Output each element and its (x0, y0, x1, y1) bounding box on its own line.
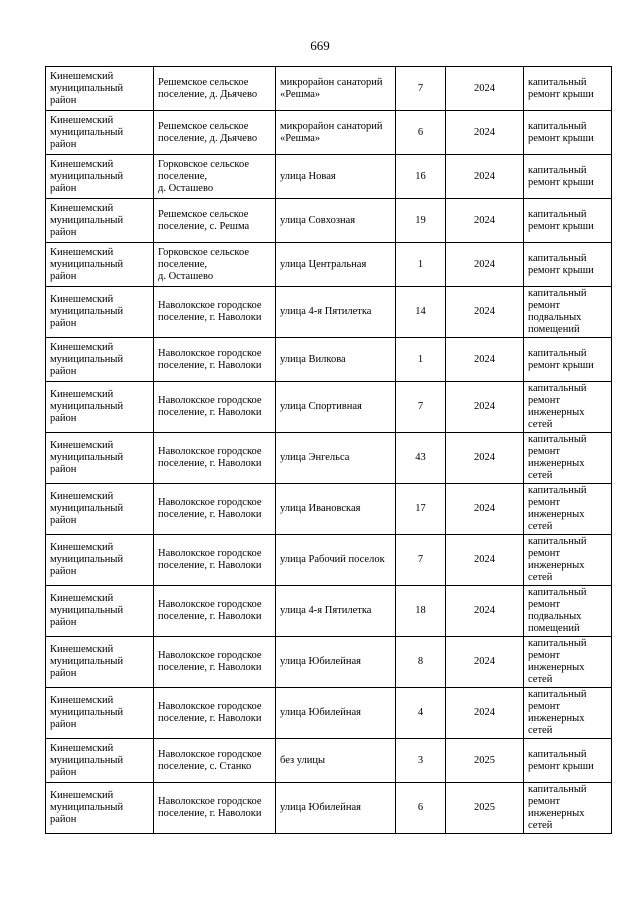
table-row (46, 382, 612, 433)
cell-settlement: Наволокское городское поселение, г. Наволоки (154, 783, 276, 834)
cell-district: Кинешемский муниципальный район (46, 783, 154, 834)
cell-work-type: капитальный ремонт крыши (524, 243, 612, 287)
cell-house-number: 1 (396, 338, 446, 382)
cell-work-type: капитальный ремонт крыши (524, 111, 612, 155)
page-number: 669 (310, 38, 330, 53)
cell-settlement: Наволокское городское поселение, г. Наволоки (154, 382, 276, 433)
cell-street: улица Юбилейная (276, 637, 396, 688)
cell-district: Кинешемский муниципальный район (46, 287, 154, 338)
cell-district: Кинешемский муниципальный район (46, 535, 154, 586)
table-row (46, 739, 612, 783)
cell-house-number: 8 (396, 637, 446, 688)
cell-work-type: капитальный ремонт инженерных сетей (524, 382, 612, 433)
table-row (46, 155, 612, 199)
table-row (46, 783, 612, 834)
cell-year: 2024 (446, 382, 524, 433)
table-row (46, 111, 612, 155)
cell-district: Кинешемский муниципальный район (46, 637, 154, 688)
cell-year: 2025 (446, 783, 524, 834)
cell-work-type: капитальный ремонт инженерных сетей (524, 688, 612, 739)
cell-settlement: Решемское сельское поселение, д. Дьячево (154, 111, 276, 155)
cell-year: 2024 (446, 287, 524, 338)
cell-year: 2024 (446, 155, 524, 199)
cell-settlement: Наволокское городское поселение, г. Наволоки (154, 535, 276, 586)
cell-settlement: Наволокское городское поселение, г. Наволоки (154, 287, 276, 338)
cell-house-number: 19 (396, 199, 446, 243)
cell-settlement: Наволокское городское поселение, г. Наволоки (154, 586, 276, 637)
cell-house-number: 7 (396, 535, 446, 586)
cell-settlement: Горковское сельское поселение, д. Осташево (154, 155, 276, 199)
cell-year: 2024 (446, 433, 524, 484)
cell-district: Кинешемский муниципальный район (46, 688, 154, 739)
cell-house-number: 7 (396, 382, 446, 433)
cell-work-type: капитальный ремонт крыши (524, 338, 612, 382)
cell-year: 2025 (446, 739, 524, 783)
cell-year: 2024 (446, 637, 524, 688)
cell-street: улица Юбилейная (276, 688, 396, 739)
cell-work-type: капитальный ремонт крыши (524, 67, 612, 111)
cell-street: улица Юбилейная (276, 783, 396, 834)
cell-settlement: Решемское сельское поселение, д. Дьячево (154, 67, 276, 111)
cell-year: 2024 (446, 484, 524, 535)
cell-house-number: 4 (396, 688, 446, 739)
cell-settlement: Наволокское городское поселение, с. Станко (154, 739, 276, 783)
cell-street: улица Спортивная (276, 382, 396, 433)
cell-work-type: капитальный ремонт инженерных сетей (524, 535, 612, 586)
cell-street: улица Энгельса (276, 433, 396, 484)
cell-house-number: 6 (396, 111, 446, 155)
table-row (46, 338, 612, 382)
cell-street: микрорайон санаторий «Решма» (276, 67, 396, 111)
cell-year: 2024 (446, 199, 524, 243)
cell-house-number: 17 (396, 484, 446, 535)
cell-year: 2024 (446, 338, 524, 382)
cell-house-number: 18 (396, 586, 446, 637)
cell-district: Кинешемский муниципальный район (46, 382, 154, 433)
cell-street: улица Совхозная (276, 199, 396, 243)
table-row (46, 199, 612, 243)
cell-settlement: Наволокское городское поселение, г. Наволоки (154, 688, 276, 739)
cell-settlement: Горковское сельское поселение, д. Осташево (154, 243, 276, 287)
cell-work-type: капитальный ремонт инженерных сетей (524, 637, 612, 688)
table-row (46, 586, 612, 637)
cell-house-number: 1 (396, 243, 446, 287)
table-row (46, 535, 612, 586)
cell-year: 2024 (446, 111, 524, 155)
cell-work-type: капитальный ремонт подвальных помещений (524, 287, 612, 338)
cell-house-number: 7 (396, 67, 446, 111)
cell-district: Кинешемский муниципальный район (46, 111, 154, 155)
table-row (46, 484, 612, 535)
cell-house-number: 14 (396, 287, 446, 338)
cell-house-number: 16 (396, 155, 446, 199)
table-body (46, 67, 612, 834)
cell-district: Кинешемский муниципальный район (46, 243, 154, 287)
cell-district: Кинешемский муниципальный район (46, 484, 154, 535)
cell-settlement: Наволокское городское поселение, г. Наволоки (154, 338, 276, 382)
table-row (46, 243, 612, 287)
cell-street: улица Вилкова (276, 338, 396, 382)
cell-work-type: капитальный ремонт крыши (524, 199, 612, 243)
table-row (46, 688, 612, 739)
cell-year: 2024 (446, 535, 524, 586)
table-row (46, 637, 612, 688)
cell-street: без улицы (276, 739, 396, 783)
cell-work-type: капитальный ремонт инженерных сетей (524, 783, 612, 834)
cell-work-type: капитальный ремонт инженерных сетей (524, 484, 612, 535)
table-row (46, 67, 612, 111)
cell-street: улица Центральная (276, 243, 396, 287)
cell-year: 2024 (446, 67, 524, 111)
cell-district: Кинешемский муниципальный район (46, 338, 154, 382)
cell-settlement: Решемское сельское поселение, с. Решма (154, 199, 276, 243)
cell-settlement: Наволокское городское поселение, г. Наволоки (154, 484, 276, 535)
cell-district: Кинешемский муниципальный район (46, 433, 154, 484)
cell-settlement: Наволокское городское поселение, г. Наволоки (154, 637, 276, 688)
cell-district: Кинешемский муниципальный район (46, 199, 154, 243)
cell-street: улица 4-я Пятилетка (276, 586, 396, 637)
cell-year: 2024 (446, 688, 524, 739)
cell-district: Кинешемский муниципальный район (46, 155, 154, 199)
cell-work-type: капитальный ремонт крыши (524, 739, 612, 783)
cell-district: Кинешемский муниципальный район (46, 739, 154, 783)
repair-schedule-table (45, 66, 612, 834)
cell-house-number: 43 (396, 433, 446, 484)
cell-year: 2024 (446, 243, 524, 287)
cell-street: улица Ивановская (276, 484, 396, 535)
table-row (46, 287, 612, 338)
cell-year: 2024 (446, 586, 524, 637)
cell-district: Кинешемский муниципальный район (46, 586, 154, 637)
cell-work-type: капитальный ремонт крыши (524, 155, 612, 199)
cell-work-type: капитальный ремонт подвальных помещений (524, 586, 612, 637)
cell-house-number: 3 (396, 739, 446, 783)
cell-street: микрорайон санаторий «Решма» (276, 111, 396, 155)
table-row (46, 433, 612, 484)
cell-street: улица Рабочий поселок (276, 535, 396, 586)
cell-street: улица Новая (276, 155, 396, 199)
cell-district: Кинешемский муниципальный район (46, 67, 154, 111)
cell-work-type: капитальный ремонт инженерных сетей (524, 433, 612, 484)
cell-house-number: 6 (396, 783, 446, 834)
cell-street: улица 4-я Пятилетка (276, 287, 396, 338)
cell-settlement: Наволокское городское поселение, г. Наволоки (154, 433, 276, 484)
